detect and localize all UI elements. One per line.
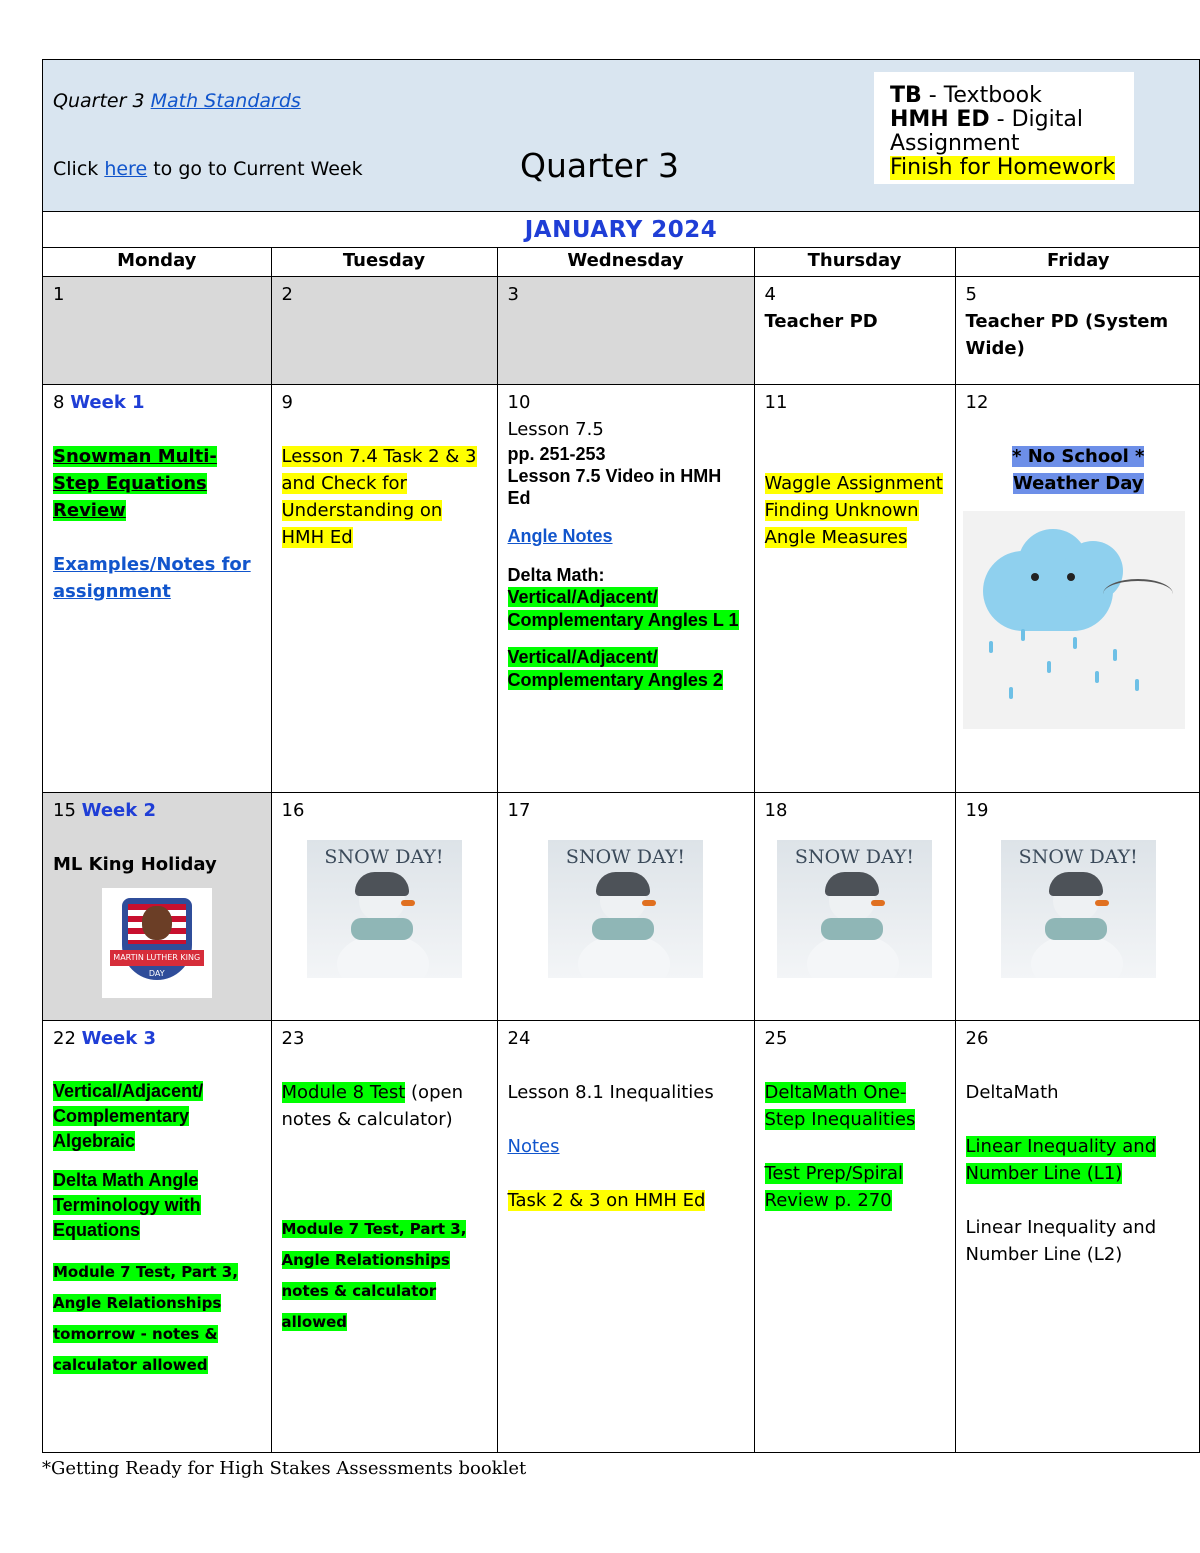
pages-text: pp. 251-253 (507, 443, 606, 464)
date-number: 24 (507, 1027, 531, 1049)
day-cell-18 (754, 792, 955, 1020)
test-prep-spiral-text: Test Prep/Spiral Review p. 270 (764, 1162, 904, 1211)
date-number: 9 (281, 391, 293, 413)
calendar-grid (43, 248, 1200, 1452)
quarter-label: Quarter 3 (53, 90, 145, 112)
calendar-sheet (42, 59, 1200, 1453)
date-number: 11 (764, 391, 788, 413)
week-label: Week 3 (81, 1027, 157, 1049)
mlk-badge-text: MARTIN LUTHER KING DAY (110, 950, 204, 966)
lesson-7-5-text: Lesson 7.5 (507, 418, 604, 440)
day-cell-11 (754, 384, 955, 792)
date-number: 2 (281, 283, 293, 305)
examples-notes-link[interactable]: Examples/Notes for assignment (53, 553, 251, 602)
day-header-thursday: Thursday (754, 248, 955, 276)
day-cell-8 (43, 384, 271, 792)
week-label: Week 2 (81, 799, 157, 821)
date-number: 4 (764, 283, 776, 305)
linear-inequality-l2-text: Linear Inequality and Number Line (L2) (965, 1216, 1157, 1265)
date-number: 12 (965, 391, 989, 413)
day-header-tuesday: Tuesday (271, 248, 497, 276)
day-cell-26 (955, 1020, 1200, 1452)
day-cell-12 (955, 384, 1200, 792)
date-number: 23 (281, 1027, 305, 1049)
day-cell-16 (271, 792, 497, 1020)
angle-notes-link[interactable]: Angle Notes (507, 525, 613, 546)
day-cell-25 (754, 1020, 955, 1452)
notes-link[interactable]: Notes (507, 1135, 560, 1157)
date-number: 16 (281, 799, 305, 821)
teacher-pd-system-text: Teacher PD (System Wide) (965, 310, 1169, 359)
day-cell-10 (497, 384, 754, 792)
week-row-0 (43, 276, 1200, 384)
windy-cloud-image (963, 511, 1185, 729)
legend-tb (890, 84, 1134, 108)
snow-day-image (777, 840, 932, 978)
snow-day-image (1001, 840, 1156, 978)
snow-day-label: SNOW DAY! (794, 845, 915, 868)
delta-angles-2-link[interactable]: Vertical/Adjacent/ Complementary Angles 2 (507, 646, 723, 690)
day-header-wednesday: Wednesday (497, 248, 754, 276)
date-number: 10 (507, 391, 531, 413)
day-cell-9 (271, 384, 497, 792)
footer-note: *Getting Ready for High Stakes Assessments booklet (42, 1458, 527, 1479)
date-number: 19 (965, 799, 989, 821)
module-7-test-part3-text: Module 7 Test, Part 3, Angle Relationships notes & calculator allowed (281, 1219, 467, 1331)
date-number: 22 (53, 1027, 76, 1049)
vertical-adjacent-algebraic-link[interactable]: Vertical/Adjacent/ Complementary Algebraic (53, 1080, 204, 1151)
week-label: Week 1 (70, 391, 145, 413)
day-cell-17 (497, 792, 754, 1020)
module-7-test-note: Module 7 Test, Part 3, Angle Relationships tomorrow - notes & calculator allowed (53, 1262, 238, 1374)
deltamath-label: DeltaMath (965, 1081, 1059, 1103)
delta-math-label: Delta Math: (507, 564, 605, 585)
day-header-friday: Friday (955, 248, 1200, 276)
date-number: 15 (53, 799, 76, 821)
date-number: 18 (764, 799, 788, 821)
snow-day-label: SNOW DAY! (1018, 845, 1138, 868)
snow-day-image (548, 840, 703, 978)
week-row-1 (43, 384, 1200, 792)
day-cell-15 (43, 792, 271, 1020)
teacher-pd-text: Teacher PD (764, 310, 878, 332)
page-title: Quarter 3 (520, 146, 679, 185)
lesson-video-text: Lesson 7.5 Video in HMH Ed (507, 465, 722, 508)
week-row-2 (43, 792, 1200, 1020)
snow-day-label: SNOW DAY! (324, 845, 444, 868)
mlk-day-image (102, 888, 212, 998)
date-number: 8 (53, 391, 65, 413)
delta-angles-l1-link[interactable]: Vertical/Adjacent/ Complementary Angles L 1 (507, 586, 739, 630)
legend-tb-value: - Textbook (928, 83, 1042, 108)
no-school-text: * No School * Weather Day (1012, 445, 1145, 494)
day-cell-1 (43, 276, 271, 384)
weekday-header-row (43, 248, 1200, 276)
legend-box (874, 72, 1134, 184)
waggle-assignment-text: Waggle Assignment Finding Unknown Angle Measures (764, 472, 943, 548)
day-cell-23 (271, 1020, 497, 1452)
month-title: JANUARY 2024 (43, 212, 1199, 248)
date-number: 3 (507, 283, 519, 305)
day-cell-24 (497, 1020, 754, 1452)
day-cell-19 (955, 792, 1200, 1020)
deltamath-one-step-link[interactable]: DeltaMath One-Step Inequalities (764, 1081, 916, 1130)
legend-tb-key: TB (890, 83, 922, 108)
date-number: 26 (965, 1027, 989, 1049)
date-number: 5 (965, 283, 977, 305)
snow-day-image (307, 840, 462, 978)
calendar-header (43, 60, 1199, 212)
snowman-review-link[interactable]: Snowman Multi-Step Equations Review (53, 445, 217, 521)
legend-hmh-value: - Digital Assignment (890, 107, 1083, 156)
day-header-monday: Monday (43, 248, 271, 276)
current-week-line (53, 158, 363, 180)
task-hmh-text: Task 2 & 3 on HMH Ed (507, 1189, 706, 1211)
day-cell-3 (497, 276, 754, 384)
math-standards-link[interactable]: Math Standards (150, 90, 301, 112)
day-cell-22 (43, 1020, 271, 1452)
date-number: 25 (764, 1027, 788, 1049)
linear-inequality-l1-link[interactable]: Linear Inequality and Number Line (L1) (965, 1135, 1157, 1184)
snow-day-label: SNOW DAY! (565, 845, 686, 868)
day-cell-5 (955, 276, 1200, 384)
lesson-8-1-text: Lesson 8.1 Inequalities (507, 1081, 714, 1103)
day-cell-2 (271, 276, 497, 384)
click-prefix: Click (53, 158, 99, 180)
week-row-3 (43, 1020, 1200, 1452)
quarter-standards-line (53, 90, 301, 112)
module-8-test-note: (open notes & calculator) (281, 1081, 463, 1130)
lesson-7-4-text: Lesson 7.4 Task 2 & 3 and Check for Understanding on HMH Ed (281, 445, 477, 548)
legend-hmh (890, 108, 1134, 156)
date-number: 17 (507, 799, 531, 821)
module-8-test-text: Module 8 Test (281, 1081, 406, 1103)
delta-angle-terminology-link[interactable]: Delta Math Angle Terminology with Equations (53, 1169, 201, 1240)
date-number: 1 (53, 283, 65, 305)
legend-hmh-key: HMH ED (890, 107, 990, 132)
current-week-link[interactable]: here (104, 158, 148, 180)
legend-homework: Finish for Homework (890, 155, 1116, 180)
mlk-holiday-text: ML King Holiday (53, 853, 217, 875)
day-cell-4 (754, 276, 955, 384)
click-suffix: to go to Current Week (153, 158, 363, 180)
